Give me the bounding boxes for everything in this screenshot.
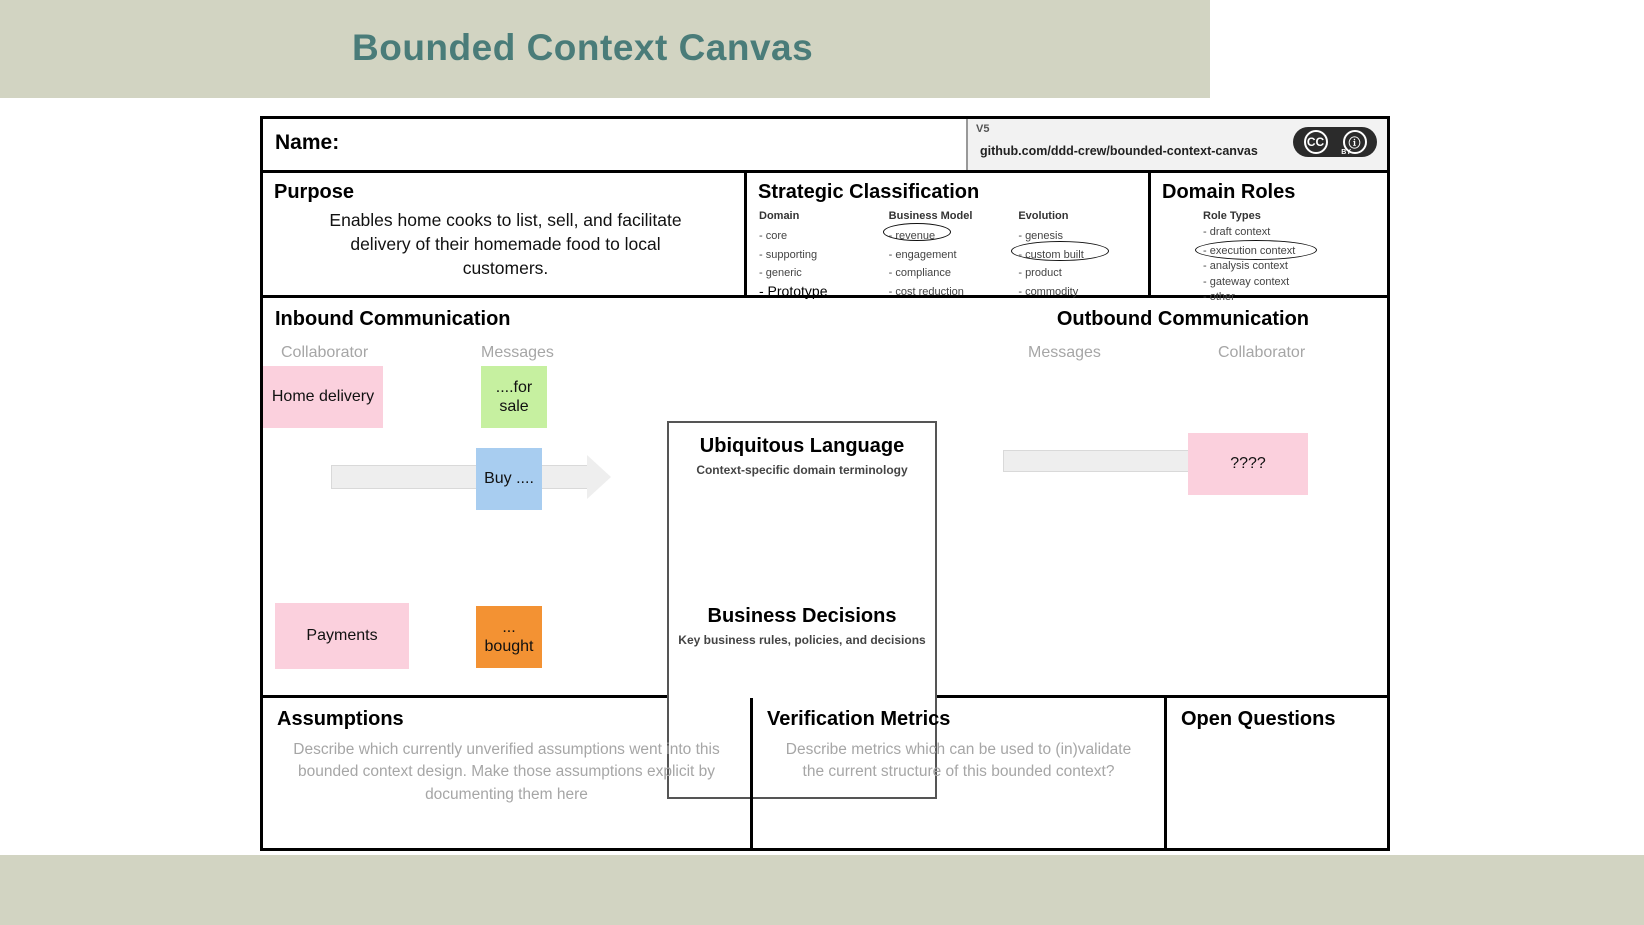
verification-metrics-description: Describe metrics which can be used to (in)validate the current structure of this bounded context?: [785, 741, 1132, 781]
business-decisions-title: Business Decisions: [707, 605, 897, 627]
bottom-row: [263, 698, 1387, 848]
outbound-communication-title: Outbound Communication: [1056, 308, 1309, 330]
assumptions-description: Describe which currently unverified assumptions went into this bounded context design. Make those assumptions explicit by documenting them here: [293, 741, 720, 803]
business-model-option-cost-reduction[interactable]: - cost reduction: [888, 285, 964, 298]
inbound-arrow-head: [587, 455, 611, 499]
sticky-note-for-sale[interactable]: ....for sale: [481, 366, 547, 428]
business-model-option-compliance[interactable]: - compliance: [888, 267, 952, 280]
business-model-option-engagement[interactable]: - engagement: [888, 248, 957, 261]
role-option-analysis-context[interactable]: - analysis context: [1203, 260, 1288, 273]
purpose-text: Enables home cooks to list, sell, and facilitate delivery of their homemade food to local customers.: [329, 210, 682, 279]
ubiquitous-language-title: Ubiquitous Language: [699, 435, 905, 457]
bottom-decorative-band: [0, 855, 1644, 925]
cc-by-icon: ⓘ: [1343, 130, 1367, 154]
cc-icon: CC: [1304, 130, 1328, 154]
communication-row: [263, 298, 1387, 698]
evolution-option-custom-built[interactable]: - custom built: [1018, 248, 1084, 261]
creative-commons-badge[interactable]: [1293, 127, 1377, 157]
strategic-classification-cell: [747, 173, 1151, 299]
sticky-note-payments[interactable]: Payments: [275, 603, 409, 669]
role-option-gateway-context[interactable]: - gateway context: [1203, 275, 1290, 288]
business-model-option-revenue[interactable]: - revenue: [888, 230, 936, 242]
outbound-arrow: [1003, 450, 1193, 472]
verification-metrics-title: Verification Metrics: [767, 708, 951, 730]
version-number: V5: [976, 123, 990, 135]
domain-heading: Domain: [759, 210, 800, 222]
inbound-arrow-shaft: [331, 465, 591, 489]
outbound-messages-label: Messages: [1028, 344, 1101, 361]
canvas-source-url[interactable]: github.com/ddd-crew/bounded-context-canvas: [980, 144, 1258, 158]
name-row: [263, 119, 1387, 173]
evolution-option-commodity[interactable]: - commodity: [1018, 285, 1079, 298]
role-option-other[interactable]: - other: [1203, 291, 1235, 304]
business-model-heading: Business Model: [888, 210, 973, 222]
sticky-note-home-delivery[interactable]: Home delivery: [263, 366, 383, 428]
outbound-arrow-shaft: [1003, 450, 1193, 472]
page-title: Bounded Context Canvas: [352, 27, 814, 68]
domain-option-core[interactable]: - core: [759, 230, 788, 242]
role-option-execution-context[interactable]: - execution context: [1203, 244, 1296, 257]
role-types-heading: Role Types: [1203, 210, 1261, 222]
inbound-communication-title: Inbound Communication: [275, 308, 511, 330]
evolution-option-genesis[interactable]: - genesis: [1018, 230, 1063, 242]
assumptions-title: Assumptions: [277, 708, 404, 730]
business-decisions-subtitle: Key business rules, policies, and decisions: [678, 633, 926, 647]
domain-option-generic[interactable]: - generic: [759, 267, 802, 280]
domain-column: [759, 210, 889, 302]
verification-metrics-cell: [753, 698, 1167, 848]
inbound-messages-label: Messages: [481, 344, 554, 361]
inbound-arrow: [331, 465, 591, 489]
inbound-collaborator-label: Collaborator: [281, 344, 369, 361]
sticky-note-unknown-collaborator[interactable]: ????: [1188, 433, 1308, 495]
open-questions-title: Open Questions: [1181, 708, 1336, 730]
name-label: Name:: [275, 131, 340, 154]
domain-roles-cell: [1151, 173, 1387, 304]
bounded-context-canvas: [260, 116, 1390, 851]
role-option-draft-context[interactable]: - draft context: [1203, 226, 1271, 238]
business-model-column: [889, 210, 1019, 302]
evolution-heading: Evolution: [1018, 210, 1069, 222]
domain-roles-title: Domain Roles: [1162, 181, 1296, 203]
open-questions-cell: [1167, 698, 1387, 848]
sticky-note-buy[interactable]: Buy ....: [476, 448, 542, 510]
outbound-collaborator-label: Collaborator: [1218, 344, 1306, 361]
evolution-option-product[interactable]: - product: [1018, 267, 1062, 280]
sticky-note-bought[interactable]: ... bought: [476, 606, 542, 668]
ubiquitous-language-subtitle: Context-specific domain terminology: [696, 463, 908, 477]
assumptions-cell: [263, 698, 753, 848]
purpose-title: Purpose: [274, 181, 355, 203]
domain-option-supporting[interactable]: - supporting: [759, 248, 818, 261]
cc-by-label: BY: [1341, 149, 1351, 156]
strategic-classification-title: Strategic Classification: [758, 181, 980, 203]
purpose-cell: [263, 173, 747, 295]
classification-row: [263, 173, 1387, 304]
domain-option-prototype[interactable]: - Prototype: [759, 282, 828, 299]
evolution-column: [1018, 210, 1148, 302]
version-box: [966, 119, 1387, 170]
